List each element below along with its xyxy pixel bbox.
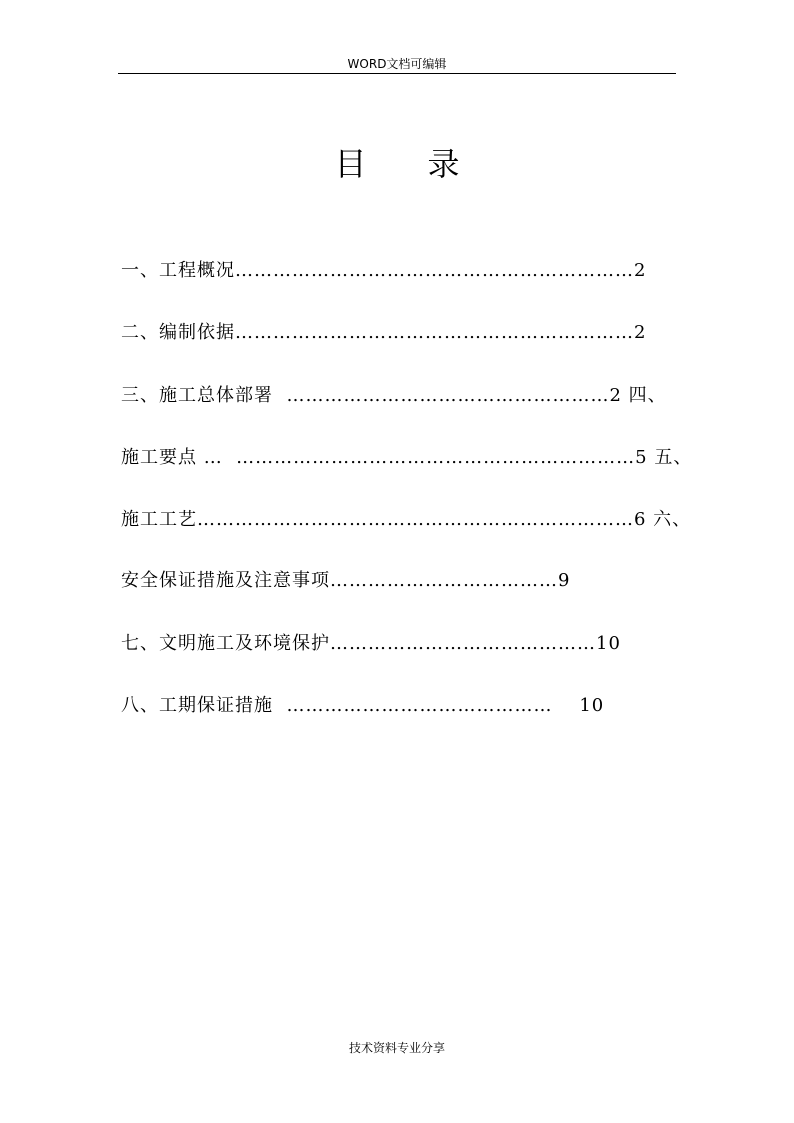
- page-footer: 技术资料专业分享: [348, 1041, 445, 1055]
- toc-line-5: 施工工艺……………………………………………………………6 六、: [121, 509, 692, 530]
- toc-line-4: 施工要点 … ………………………………………………………5 五、: [121, 447, 693, 468]
- toc-line-6: 安全保证措施及注意事项………………………………9: [121, 570, 571, 591]
- document-title: 目 录: [334, 145, 460, 183]
- toc-line-7: 七、文明施工及环境保护……………………………………10: [121, 633, 621, 654]
- toc-line-1: 一、工程概况………………………………………………………2: [121, 260, 647, 281]
- toc-line-3: 三、施工总体部署 ……………………………………………2 四、: [121, 385, 667, 406]
- toc-line-2: 二、编制依据………………………………………………………2: [121, 322, 647, 343]
- header-divider: [118, 73, 676, 74]
- page-header: WORD文档可编辑: [347, 57, 447, 71]
- toc-line-8: 八、工期保证措施 …………………………………… 10: [121, 695, 605, 716]
